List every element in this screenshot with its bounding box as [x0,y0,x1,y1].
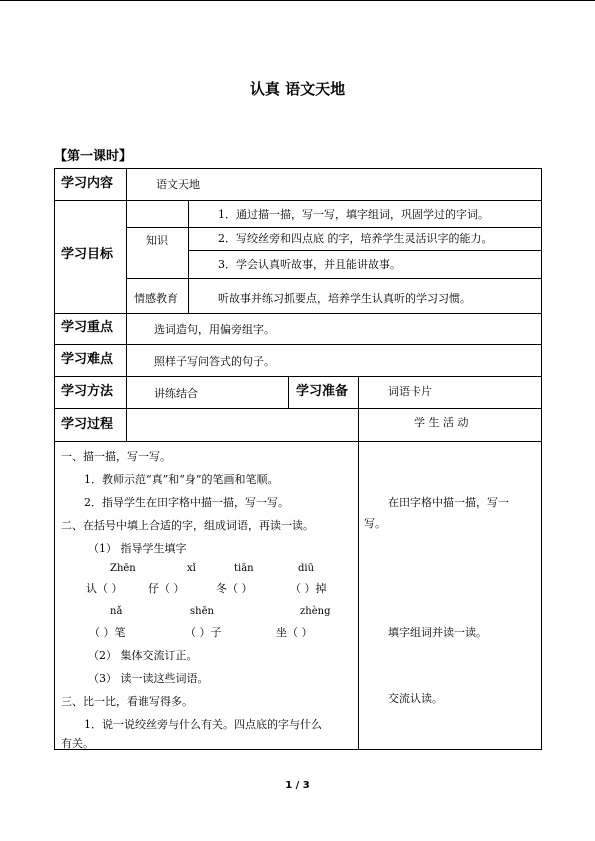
row-divider [54,441,542,442]
fill-word: 认（ ） [86,582,123,595]
fill-word: 冬（ ） [216,582,253,595]
col-divider [188,200,189,313]
pinyin: Zhēn [110,563,136,574]
pinyin: nǎ [110,606,123,617]
step-line: 有关。 [61,737,94,750]
difficulties-label: 学习难点 [61,352,114,367]
emotion-label: 情感教育 [134,292,178,305]
step-line: （2） 集体交流订正。 [88,649,198,662]
activity-line: 在田字格中描一描，写一 [388,496,509,509]
knowledge-item: 2．写绞丝旁和四点底 的字，培养学生灵活识字的能力。 [218,232,493,245]
activity-line: 填字组词并读一读。 [388,626,487,639]
step-line: 2．指导学生在田字格中描一描，写一写。 [84,496,289,509]
activity-line: 交流认读。 [388,692,443,705]
knowledge-item: 1．通过描一描，写一写，填字组词，巩固学过的字词。 [218,208,489,221]
emotion-value: 听故事并练习抓要点，培养学生认真听的学习习惯。 [218,292,471,305]
activity-line: 写。 [364,517,386,530]
pinyin: diū [298,563,315,574]
content-label: 学习内容 [61,176,114,191]
fill-word: （ ）笔 [89,626,126,639]
fill-word: （ ）掉 [290,582,327,595]
fill-word: 坐（ ） [276,626,313,639]
step-line: 1．教师示范“真”和“身”的笔画和笔顺。 [84,473,279,486]
content-value: 语文天地 [156,178,200,191]
page-number: 1 / 3 [285,780,310,791]
fill-word: 仔（ ） [148,582,185,595]
col-divider [288,376,289,408]
row-divider [54,376,542,377]
row-divider [54,344,542,345]
process-label: 学习过程 [61,417,114,432]
key-points-label: 学习重点 [61,320,114,335]
fill-word: （ ）子 [185,626,222,639]
step-line: 二、在括号中填上合适的字，组成词语，再读一读。 [61,519,314,532]
method-value: 讲练结合 [154,387,198,400]
step-line: 一、描一描，写一写。 [61,450,171,463]
section-heading: 【第一课时】 [54,149,133,164]
col-divider [358,376,359,750]
pinyin: tiān [234,563,254,574]
step-line: 1．说一说绞丝旁与什么有关。四点底的字与什么 [84,718,322,731]
key-points-value: 选词造句，用偏旁组字。 [154,323,275,336]
page-title: 认真 语文天地 [249,80,346,98]
method-label: 学习方法 [61,384,114,399]
col-divider [126,168,127,441]
pinyin: shēn [190,606,214,617]
row-divider [188,250,542,251]
step-line: （1） 指导学生填字 [88,542,187,555]
pinyin: xǐ [187,563,196,574]
row-divider [54,200,542,201]
difficulties-value: 照样子写问答式的句子。 [154,355,275,368]
knowledge-item: 3．学会认真听故事，并且能讲故事。 [218,258,401,271]
prep-value: 词语卡片 [388,385,432,398]
step-line: （3） 读一读这些词语。 [88,672,209,685]
row-divider [54,313,542,314]
step-line: 三、比一比，看谁写得多。 [61,695,193,708]
prep-label: 学习准备 [296,384,349,399]
student-activity-label: 学 生 活 动 [414,416,469,429]
knowledge-label: 知识 [146,234,168,247]
pinyin: zhèng [300,606,331,617]
top-rule [0,0,595,1]
row-divider [54,408,542,409]
goals-label: 学习目标 [61,247,114,262]
